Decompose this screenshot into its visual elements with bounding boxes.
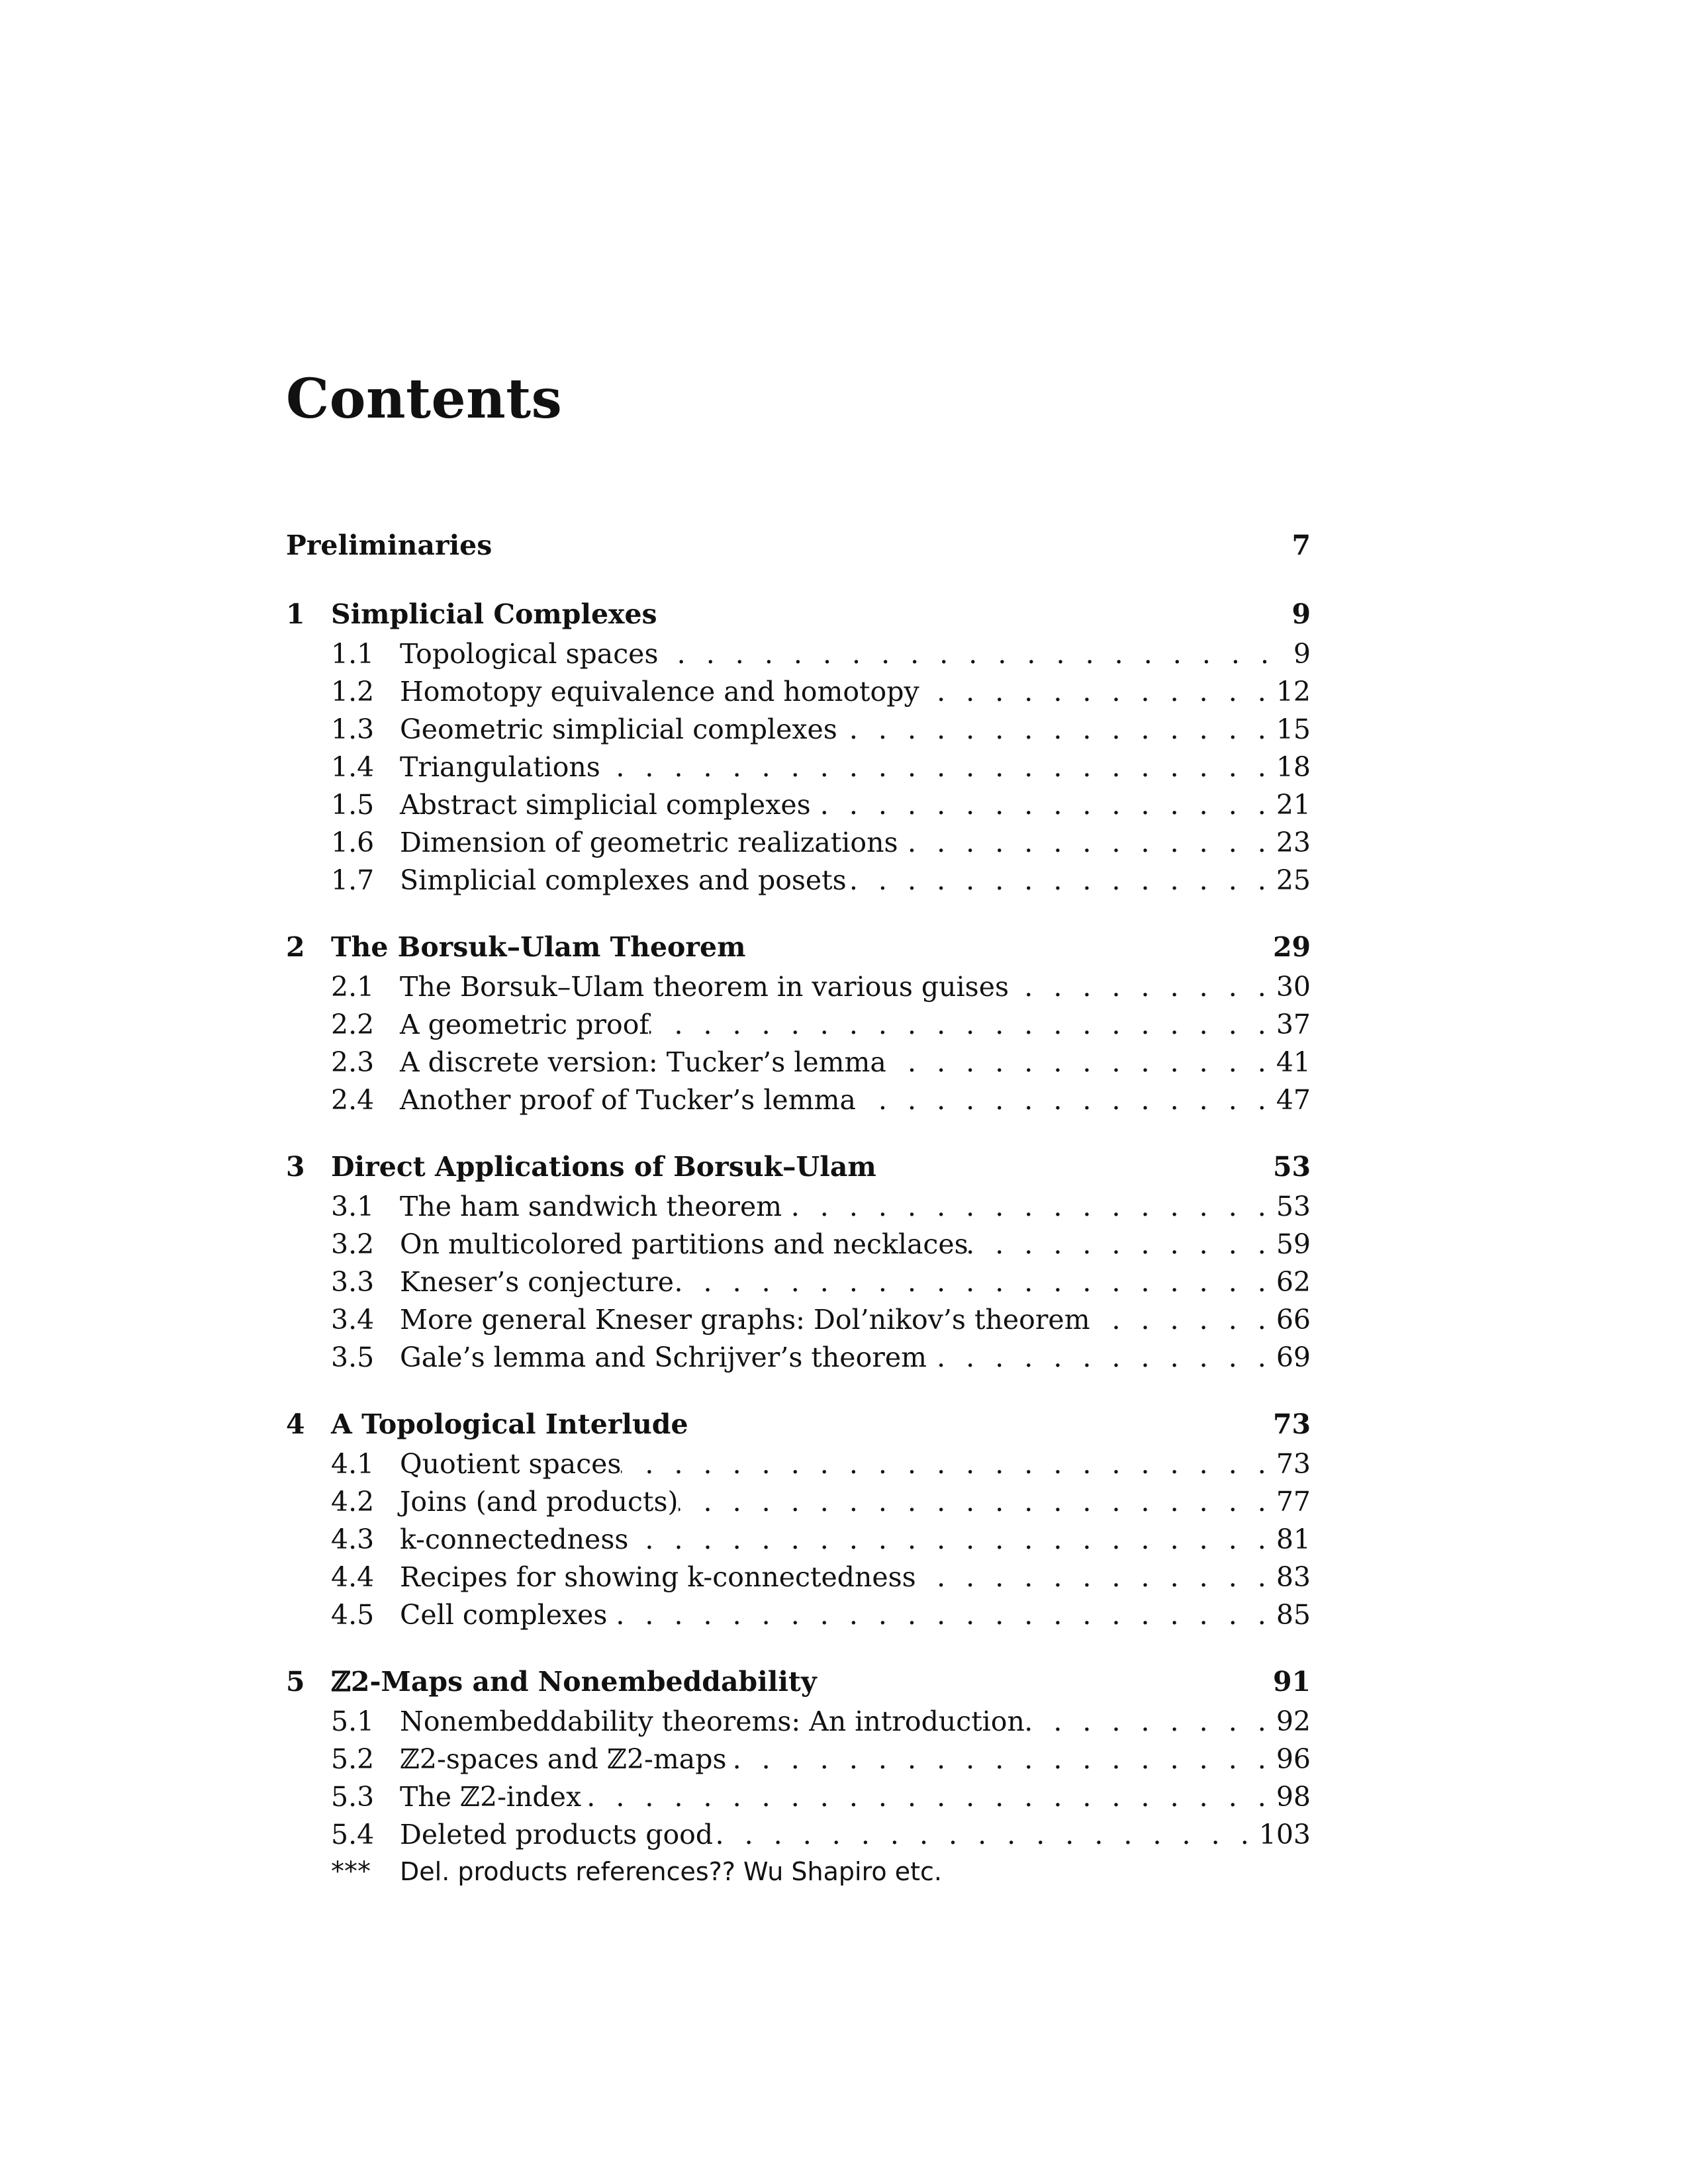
section-page: 18 [1276, 751, 1311, 783]
section-page: 92 [1276, 1706, 1311, 1737]
section-title: A geometric proof [400, 1009, 649, 1040]
chapter-heading[interactable] [286, 1408, 1311, 1448]
section-title: Abstract simplicial complexes [400, 789, 811, 821]
editor-note [286, 1856, 1311, 1894]
section-number: 4.3 [331, 1524, 375, 1555]
section-page: 53 [1276, 1191, 1311, 1222]
section-page: 9 [1293, 638, 1311, 670]
toc-entry[interactable] [286, 751, 1311, 789]
toc-entry[interactable] [286, 1743, 1311, 1781]
entry-title: Preliminaries [286, 529, 492, 561]
section-page: 41 [1276, 1046, 1311, 1078]
section-page: 85 [1276, 1599, 1311, 1631]
toc-entry[interactable] [286, 971, 1311, 1009]
section-number: 2.4 [331, 1084, 375, 1116]
section-title: Homotopy equivalence and homotopy [400, 676, 919, 707]
section-number: 1.4 [331, 751, 375, 783]
section-title: Quotient spaces [400, 1448, 622, 1480]
section-page: 69 [1276, 1342, 1311, 1373]
section-number: 5.1 [331, 1706, 375, 1737]
dot-leader [919, 676, 1276, 707]
section-number: 2.2 [331, 1009, 375, 1040]
toc-entry[interactable] [286, 1266, 1311, 1304]
dot-leader [727, 1743, 1276, 1775]
section-number: 4.2 [331, 1486, 375, 1518]
dot-leader [886, 1046, 1276, 1078]
dot-leader [679, 1486, 1276, 1518]
chapter-number: 1 [286, 598, 305, 630]
table-of-contents [286, 529, 1311, 1923]
section-page: 83 [1276, 1561, 1311, 1593]
section-page: 37 [1276, 1009, 1311, 1040]
toc-entry[interactable] [286, 1009, 1311, 1046]
section-title: Simplicial complexes and posets [400, 864, 847, 896]
section-title: ℤ2-spaces and ℤ2-maps [400, 1743, 727, 1775]
section-title: Cell complexes [400, 1599, 608, 1631]
section-page: 15 [1276, 713, 1311, 745]
section-title: Another proof of Tucker’s lemma [400, 1084, 856, 1116]
toc-entry[interactable] [286, 1228, 1311, 1266]
dot-leader [1025, 1706, 1276, 1737]
section-title: Nonembeddability theorems: An introduction [400, 1706, 1025, 1737]
section-number: 5.4 [331, 1819, 375, 1850]
dot-leader [628, 1524, 1276, 1555]
section-title: More general Kneser graphs: Dol’nikov’s theorem [400, 1304, 1090, 1336]
chapter-title: Simplicial Complexes [331, 598, 657, 630]
section-title: Kneser’s conjecture [400, 1266, 675, 1298]
dot-leader [713, 1819, 1259, 1850]
section-page: 59 [1276, 1228, 1311, 1260]
toc-entry[interactable] [286, 1486, 1311, 1524]
section-number: 4.5 [331, 1599, 375, 1631]
section-title: A discrete version: Tucker’s lemma [400, 1046, 886, 1078]
section-number: 1.3 [331, 713, 375, 745]
section-title: The ham sandwich theorem [400, 1191, 782, 1222]
chapter-page: 91 [1272, 1666, 1311, 1698]
section-number: 3.4 [331, 1304, 375, 1336]
toc-chapter-2 [286, 931, 1311, 1122]
chapter-page: 53 [1272, 1151, 1311, 1183]
section-number: 4.4 [331, 1561, 375, 1593]
chapter-number: 3 [286, 1151, 305, 1183]
chapter-page: 73 [1272, 1408, 1311, 1440]
section-number: 1.6 [331, 827, 375, 858]
dot-leader [674, 1266, 1276, 1298]
section-title: Dimension of geometric realizations [400, 827, 898, 858]
toc-preliminaries [286, 529, 1311, 569]
toc-chapter-5 [286, 1666, 1311, 1894]
toc-chapter-4 [286, 1408, 1311, 1637]
section-page: 30 [1276, 971, 1311, 1003]
dot-leader [847, 864, 1276, 896]
toc-entry[interactable] [286, 638, 1311, 676]
chapter-number: 5 [286, 1666, 305, 1698]
section-page: 12 [1276, 676, 1311, 707]
section-page: 62 [1276, 1266, 1311, 1298]
toc-entry[interactable] [286, 1448, 1311, 1486]
section-page: 98 [1276, 1781, 1311, 1813]
toc-entry[interactable] [286, 1046, 1311, 1084]
chapter-heading[interactable] [286, 931, 1311, 971]
toc-entry[interactable] [286, 1599, 1311, 1637]
toc-entry[interactable] [286, 1706, 1311, 1743]
dot-leader [1090, 1304, 1276, 1336]
toc-entry[interactable] [286, 1524, 1311, 1561]
section-page: 25 [1276, 864, 1311, 896]
dot-leader [649, 1009, 1276, 1040]
chapter-title: Direct Applications of Borsuk–Ulam [331, 1151, 876, 1183]
dot-leader [621, 1448, 1276, 1480]
section-page: 73 [1276, 1448, 1311, 1480]
chapter-title: The Borsuk–Ulam Theorem [331, 931, 746, 963]
dot-leader [927, 1342, 1276, 1373]
toc-entry[interactable] [286, 1781, 1311, 1819]
section-number: 5.3 [331, 1781, 375, 1813]
section-title: Topological spaces [400, 638, 659, 670]
section-title: k-connectedness [400, 1524, 629, 1555]
section-title: Geometric simplicial complexes [400, 713, 837, 745]
section-number: 3.5 [331, 1342, 375, 1373]
chapter-number: 2 [286, 931, 305, 963]
section-page: 77 [1276, 1486, 1311, 1518]
section-page: 66 [1276, 1304, 1311, 1336]
chapter-heading[interactable] [286, 1666, 1311, 1706]
section-page: 96 [1276, 1743, 1311, 1775]
section-title: The Borsuk–Ulam theorem in various guises [400, 971, 1009, 1003]
toc-entry[interactable] [286, 1084, 1311, 1122]
dot-leader [811, 789, 1276, 821]
section-title: Deleted products good [400, 1819, 714, 1850]
dot-leader [782, 1191, 1276, 1222]
chapter-number: 4 [286, 1408, 305, 1440]
toc-entry[interactable] [286, 529, 1311, 569]
toc-entry[interactable] [286, 1561, 1311, 1599]
section-number: 1.2 [331, 676, 375, 707]
entry-page: 7 [1291, 529, 1311, 561]
dot-leader [837, 713, 1276, 745]
chapter-page: 29 [1272, 931, 1311, 963]
dot-leader [856, 1084, 1276, 1116]
chapter-title: A Topological Interlude [331, 1408, 688, 1440]
chapter-heading[interactable] [286, 598, 1311, 638]
toc-entry[interactable] [286, 713, 1311, 751]
chapter-heading[interactable] [286, 1151, 1311, 1191]
section-page: 47 [1276, 1084, 1311, 1116]
section-page: 23 [1276, 827, 1311, 858]
chapter-title: ℤ2-Maps and Nonembeddability [331, 1666, 817, 1698]
section-number: 2.1 [331, 971, 375, 1003]
section-title: Gale’s lemma and Schrijver’s theorem [400, 1342, 927, 1373]
toc-entry[interactable] [286, 827, 1311, 864]
section-title: The ℤ2-index [400, 1781, 582, 1813]
section-number: 3.3 [331, 1266, 375, 1298]
dot-leader [600, 751, 1276, 783]
page-title: Contents [286, 367, 563, 431]
section-title: Recipes for showing k-connectedness [400, 1561, 916, 1593]
toc-entry[interactable] [286, 864, 1311, 902]
toc-entry[interactable] [286, 789, 1311, 827]
section-number: 1.5 [331, 789, 375, 821]
section-page: 103 [1258, 1819, 1311, 1850]
section-number: 3.1 [331, 1191, 375, 1222]
section-title: Triangulations [400, 751, 600, 783]
section-number: 5.2 [331, 1743, 375, 1775]
toc-entry[interactable] [286, 1819, 1311, 1856]
section-title: Joins (and products) [400, 1486, 679, 1518]
section-page: 81 [1276, 1524, 1311, 1555]
section-number: 3.2 [331, 1228, 375, 1260]
toc-entry[interactable] [286, 1191, 1311, 1228]
dot-leader [916, 1561, 1276, 1593]
dot-leader [658, 638, 1279, 670]
section-title: On multicolored partitions and necklaces [400, 1228, 968, 1260]
toc-entry[interactable] [286, 1304, 1311, 1342]
toc-entry[interactable] [286, 1342, 1311, 1379]
section-number: 1.1 [331, 638, 375, 670]
toc-chapter-1 [286, 598, 1311, 902]
dot-leader [1009, 971, 1276, 1003]
toc-entry[interactable] [286, 676, 1311, 713]
section-number: 2.3 [331, 1046, 375, 1078]
dot-leader [607, 1599, 1276, 1631]
section-number: 1.7 [331, 864, 375, 896]
dot-leader [968, 1228, 1276, 1260]
section-number: 4.1 [331, 1448, 375, 1480]
chapter-page: 9 [1291, 598, 1311, 630]
note-mark: *** [331, 1856, 371, 1887]
section-page: 21 [1276, 789, 1311, 821]
toc-chapter-3 [286, 1151, 1311, 1379]
dot-leader [581, 1781, 1276, 1813]
dot-leader [898, 827, 1276, 858]
note-text: Del. products references?? Wu Shapiro etc. [400, 1857, 942, 1886]
